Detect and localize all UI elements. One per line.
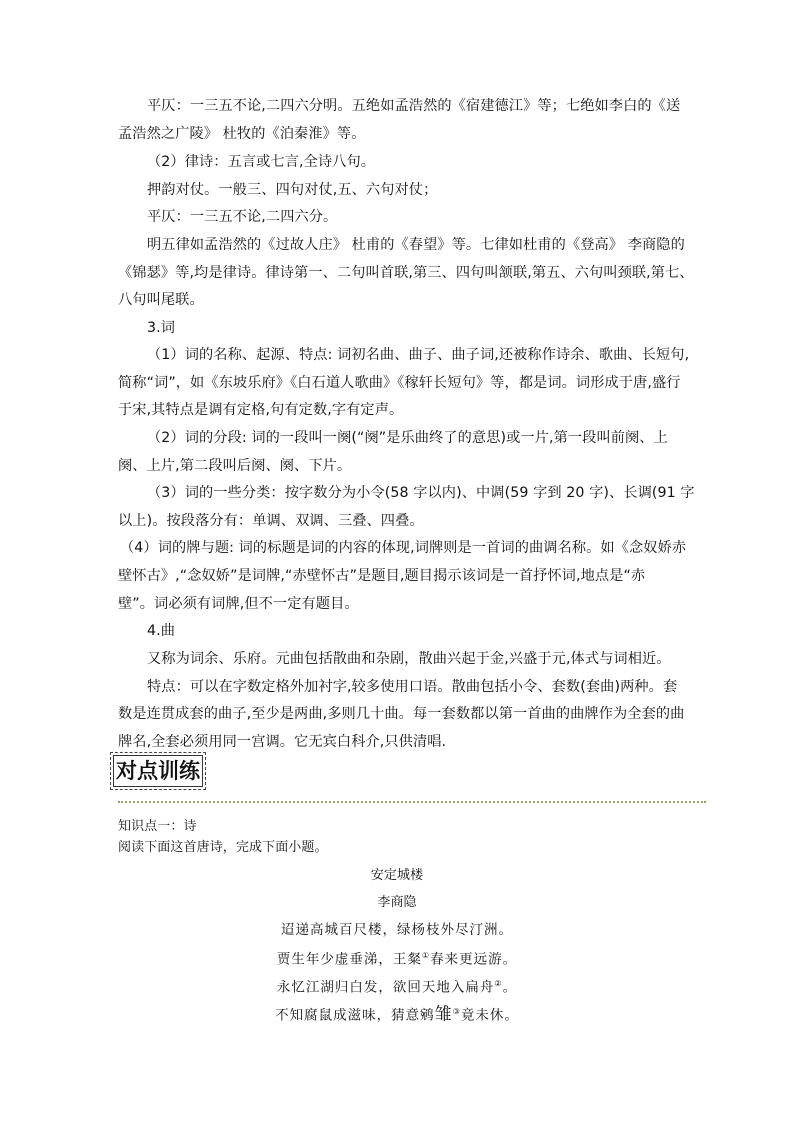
text-line: （1）词的名称、起源、特点: 词初名曲、曲子、曲子词,还被称作诗余、歌曲、长短句, [147, 347, 690, 363]
footnote-marker: ③ [452, 1007, 461, 1016]
poem-author: 李商隐 [377, 895, 417, 910]
poem-text: 迢递高城百尺楼，绿杨枝外尽汀洲。 [281, 922, 513, 938]
text-line: 壁怀古》,“念奴娇”是词牌,“赤壁怀古”是题目,题目揭示该词是一首抒怀词,地点是“赤 [118, 568, 646, 584]
text-line: （4）词的牌与题: 词的标题是词的内容的体现,词牌则是一首词的曲调名称。如《念奴娇赤 [120, 540, 687, 556]
section-heading: 对点训练 [116, 759, 200, 783]
knowledge-point-label: 知识点一：诗 [118, 819, 197, 834]
poem-line [0, 920, 794, 940]
text-line: 押韵对仗。一般三、四句对仗,五、六句对仗； [147, 182, 438, 198]
poem-text: 。 [502, 979, 518, 996]
text-line: 孟浩然之广陵》 杜牧的《泊秦淮》等。 [118, 126, 366, 142]
footnote-marker: ② [494, 979, 503, 988]
text-line: 明五律如孟浩然的《过故人庄》 杜甫的《春望》等。七律如杜甫的《登高》 李商隐的 [147, 237, 685, 253]
text-line: 于宋,其特点是调有定格,句有定数,字有定声。 [118, 402, 404, 418]
poem-line [0, 1002, 794, 1026]
text-line: 简称“词”，如《东坡乐府》《白石道人歌曲》《稼轩长短句》等，都是词。词形成于唐,盛行 [118, 375, 681, 391]
text-line: 平仄：一三五不论,二四六分明。五绝如孟浩然的《宿建德江》等；七绝如李白的《送 [147, 98, 681, 114]
text-line: 《锦瑟》等,均是律诗。律诗第一、二句叫首联,第三、四句叫颔联,第五、六句叫颈联,第七、 [118, 265, 694, 281]
text-line: （2）律诗：五言或七言,全诗八句。 [147, 154, 376, 170]
text-line: 又称为词余、乐府。元曲包括散曲和杂剧，散曲兴起于金,兴盛于元,体式与词相近。 [147, 651, 671, 667]
exercise-instruction: 阅读下面这首唐诗，完成下面小题。 [118, 840, 328, 855]
text-line: 特点：可以在字数定格外加衬字,较多使用口语。散曲包括小令、套数(套曲)两种。套 [147, 679, 678, 695]
text-line: 阕、上片,第二段叫后阕、阕、下片。 [118, 458, 352, 474]
text-line: 以上)。按段落分有：单调、双调、三叠、四叠。 [118, 513, 424, 529]
poem-text: 竟未休。 [460, 1007, 519, 1024]
section-number: 3.词 [147, 320, 176, 336]
poem-text: 不知腐鼠成滋味，猜意鹓 [275, 1007, 435, 1024]
section-heading-box [110, 752, 206, 790]
poem-line [0, 946, 794, 970]
poem-text: 春来更远游。 [430, 951, 518, 968]
text-line: 牌名,全套必须用同一宫调。它无宾白科介,只供清唱. [118, 734, 447, 750]
text-line: 八句叫尾联。 [118, 292, 204, 308]
text-line: 数是连贯成套的曲子,至少是两曲,多则几十曲。每一套数都以第一首曲的曲牌作为全套的曲 [118, 706, 685, 722]
text-line: 平仄：一三五不论,二四六分。 [147, 209, 338, 225]
footnote-marker: ① [421, 951, 431, 960]
poem-character: 雏 [434, 1004, 453, 1025]
text-line: 壁”。词必须有词牌,但不一定有题目。 [118, 596, 359, 612]
section-number: 4.曲 [147, 623, 176, 639]
dotted-divider [118, 801, 706, 803]
poem-text: 永忆江湖归白发，欲回天地入扁舟 [276, 979, 495, 996]
text-line: （3）词的一些分类：按字数分为小令(58 字以内)、中调(59 字到 20 字)、长调(91 字 [147, 485, 695, 501]
poem-text: 贾生年少虚垂涕，王粲 [276, 951, 422, 968]
text-line: （2）词的分段: 词的一段叫一阕(“阕”是乐曲终了的意思)或一片,第一段叫前阕、上 [147, 430, 668, 446]
poem-line [0, 974, 794, 998]
poem-title: 安定城楼 [370, 868, 424, 883]
